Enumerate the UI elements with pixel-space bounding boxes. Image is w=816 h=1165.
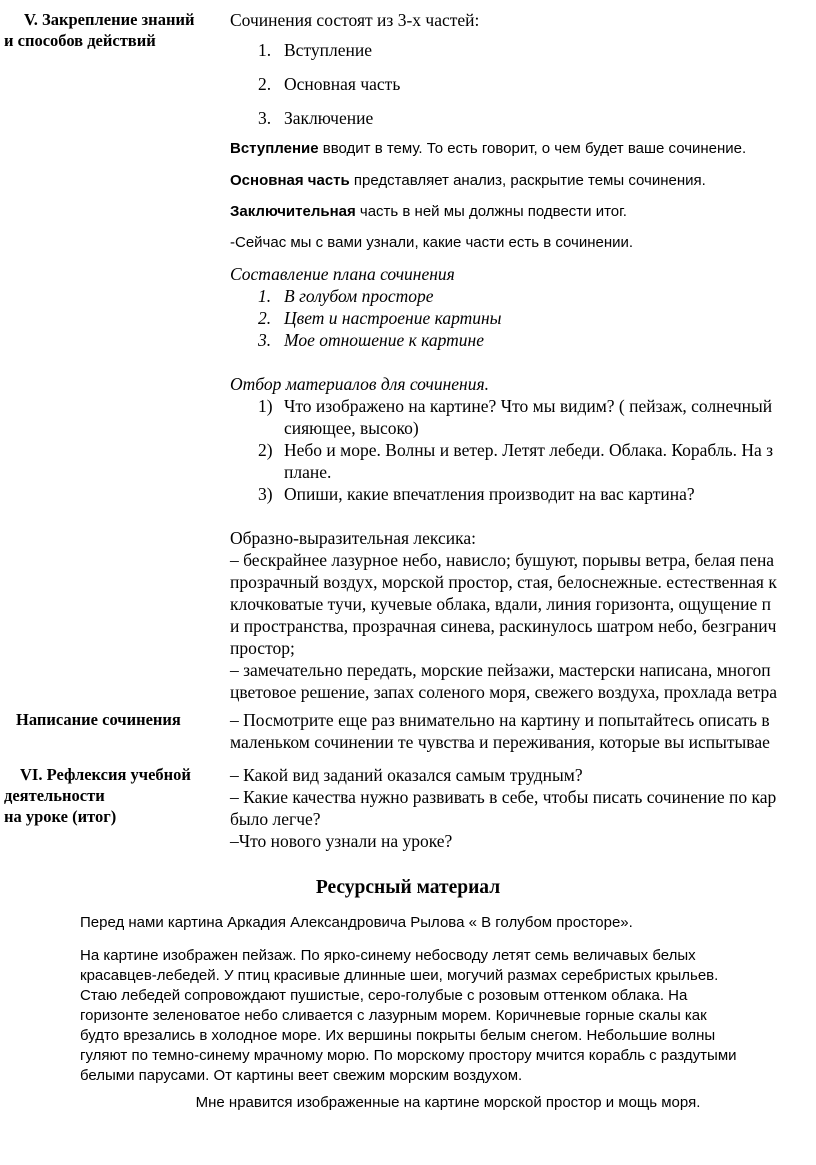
section-v-label-line2: и способов действий [4, 31, 156, 50]
section-v-label-line1: V. Закрепление знаний [24, 10, 195, 29]
part-number: 2. [258, 74, 272, 94]
resource-paragraph-line: Стаю лебедей сопровождают пушистые, серо-голубые с розовым оттенком облака. На [80, 987, 688, 1004]
definition-intro [230, 139, 746, 159]
part-text: Основная часть [284, 74, 401, 94]
vocab-line: простор; [230, 638, 295, 658]
materials-item [258, 483, 695, 505]
materials-number: 3) [258, 484, 273, 504]
part-number: 3. [258, 108, 272, 128]
materials-text: Небо и море. Волны и ветер. Летят лебеди. Облака. Корабль. На з [284, 440, 774, 460]
vocab-line: прозрачный воздух, морской простор, стая, белоснежные. естественная к [230, 572, 777, 592]
materials-number: 2) [258, 440, 273, 460]
plan-number: 2. [258, 308, 272, 328]
materials-item-cont: плане. [284, 462, 332, 482]
plan-item [258, 285, 434, 307]
vocab-line: клочковатые тучи, кучевые облака, вдали, линия горизонта, ощущение п [230, 594, 772, 614]
materials-text: Опиши, какие впечатления производит на вас картина? [284, 484, 695, 504]
definition-term: Заключительная [230, 203, 356, 220]
plan-text: Мое отношение к картине [284, 330, 485, 350]
reflection-line: – Какой вид заданий оказался самым трудным? [230, 765, 583, 785]
part-item [258, 107, 373, 129]
plan-title: Составление плана сочинения [230, 264, 455, 284]
resource-paragraph-line: гуляют по темно-синему мрачному морю. По морскому простору мчится корабль с раздутыми [80, 1047, 737, 1064]
part-text: Заключение [284, 108, 374, 128]
reflection-line: –Что нового узнали на уроке? [230, 831, 453, 851]
materials-item [258, 395, 772, 417]
part-text: Вступление [284, 40, 372, 60]
materials-title: Отбор материалов для сочинения. [230, 374, 489, 394]
part-item [258, 39, 372, 61]
part-number: 1. [258, 40, 272, 60]
plan-text: В голубом просторе [284, 286, 434, 306]
resource-paragraph-line: белыми парусами. От картины веет свежим морским воздухом. [80, 1067, 523, 1084]
definition-term: Основная часть [230, 172, 350, 189]
definition-text: часть в ней мы должны подвести итог. [355, 203, 627, 220]
vocab-line: – бескрайнее лазурное небо, нависло; бушуют, порывы ветра, белая пена [230, 550, 775, 570]
resource-closing: Мне нравится изображенные на картине морской простор и мощь моря. [195, 1094, 701, 1111]
section-vi-label-line2: деятельности [4, 786, 105, 805]
definition-conclusion [230, 202, 627, 222]
definition-text: представляет анализ, раскрытие темы сочинения. [349, 172, 706, 189]
section-vi-label-line1: VI. Рефлексия учебной [20, 765, 191, 784]
materials-text: Что изображено на картине? Что мы видим? ( пейзаж, солнечный [284, 396, 773, 416]
definition-text: вводит в тему. То есть говорит, о чем будет ваше сочинение. [318, 140, 747, 157]
writing-line: – Посмотрите еще раз внимательно на картину и попытайтесь описать в [230, 710, 770, 730]
resource-paragraph-line: горизонте зеленоватое небо сливается с лазурным морем. Коричневые горные скалы как [80, 1007, 707, 1024]
materials-item [258, 439, 773, 461]
resource-paragraph-line: красавцев-лебедей. У птиц красивые длинные шеи, могучий размах серебристых крыльев. [80, 967, 719, 984]
section-vi-label-line3: на уроке (итог) [4, 807, 117, 826]
writing-line: маленьком сочинении те чувства и переживания, которые вы испытывае [230, 732, 770, 752]
writing-label: Написание сочинения [16, 710, 181, 729]
reflection-line: было легче? [230, 809, 321, 829]
composition-intro: Сочинения состоят из 3-х частей: [230, 10, 480, 30]
materials-item-cont: сияющее, высоко) [284, 418, 419, 438]
vocab-title: Образно-выразительная лексика: [230, 528, 476, 548]
definition-main [230, 171, 706, 191]
vocab-line: цветовое решение, запах соленого моря, свежего воздуха, прохлада ветра [230, 682, 777, 702]
plan-number: 3. [258, 330, 272, 350]
plan-number: 1. [258, 286, 272, 306]
vocab-line: – замечательно передать, морские пейзажи, мастерски написана, многоп [230, 660, 771, 680]
resource-paragraph-line: На картине изображен пейзаж. По ярко-синему небосводу летят семь величавых белых [80, 947, 696, 964]
resource-title: Ресурсный материал [315, 877, 501, 898]
summary-text: -Сейчас мы с вами узнали, какие части есть в сочинении. [230, 234, 634, 251]
resource-intro: Перед нами картина Аркадия Александровича Рылова « В голубом просторе». [80, 914, 633, 931]
materials-number: 1) [258, 396, 273, 416]
resource-paragraph-line: будто врезались в холодное море. Их вершины покрыты белым снегом. Небольшие волны [80, 1027, 716, 1044]
plan-item [258, 329, 484, 351]
plan-text: Цвет и настроение картины [284, 308, 502, 328]
definition-term: Вступление [230, 140, 319, 157]
part-item [258, 73, 400, 95]
plan-item [258, 307, 502, 329]
reflection-line: – Какие качества нужно развивать в себе, чтобы писать сочинение по кар [230, 787, 777, 807]
vocab-line: и пространства, прозрачная синева, раскинулось шатром небо, безгранич [230, 616, 777, 636]
